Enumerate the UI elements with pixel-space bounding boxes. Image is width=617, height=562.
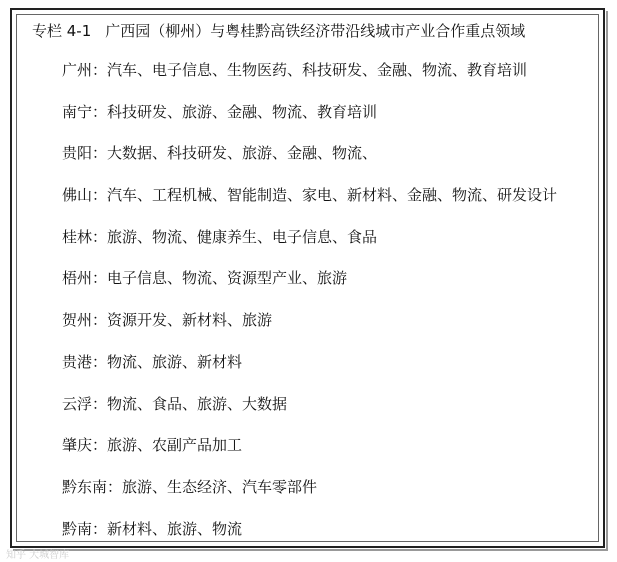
city-name: 黔东南： bbox=[62, 477, 123, 496]
city-name: 贺州： bbox=[62, 311, 108, 330]
industry-list: 新材料、旅游、物流 bbox=[107, 519, 243, 538]
list-item bbox=[62, 305, 597, 347]
city-name: 肇庆： bbox=[62, 436, 108, 455]
city-name: 桂林： bbox=[62, 227, 108, 246]
city-name: 梧州： bbox=[62, 269, 108, 288]
city-industry-list bbox=[62, 55, 597, 555]
industry-list: 汽车、电子信息、生物医药、科技研发、金融、物流、教育培训 bbox=[107, 61, 528, 79]
list-item bbox=[62, 97, 597, 139]
list-item bbox=[62, 138, 597, 180]
industry-list: 旅游、农副产品加工 bbox=[107, 436, 243, 455]
list-item bbox=[62, 347, 597, 389]
city-name: 南宁： bbox=[62, 102, 108, 121]
industry-list: 物流、旅游、新材料 bbox=[107, 352, 243, 371]
list-item bbox=[62, 389, 597, 431]
list-item bbox=[62, 55, 597, 97]
box-label: 专栏 4-1 bbox=[32, 22, 92, 40]
city-name: 佛山： bbox=[62, 186, 108, 205]
list-item bbox=[62, 514, 597, 556]
box-title bbox=[32, 21, 592, 41]
city-name: 云浮： bbox=[62, 394, 108, 413]
industry-list: 科技研发、旅游、金融、物流、教育培训 bbox=[107, 102, 378, 121]
city-name: 贵阳： bbox=[62, 144, 108, 163]
industry-list: 电子信息、物流、资源型产业、旅游 bbox=[107, 269, 348, 288]
watermark: 知乎 大城智库 bbox=[6, 550, 70, 561]
city-name: 贵港： bbox=[62, 352, 108, 371]
industry-list: 大数据、科技研发、旅游、金融、物流、 bbox=[107, 144, 378, 163]
industry-list: 资源开发、新材料、旅游 bbox=[107, 311, 273, 330]
industry-list: 汽车、工程机械、智能制造、家电、新材料、金融、物流、研发设计 bbox=[107, 186, 558, 205]
list-item bbox=[62, 222, 597, 264]
list-item bbox=[62, 430, 597, 472]
industry-list: 旅游、物流、健康养生、电子信息、食品 bbox=[107, 227, 378, 246]
industry-list: 旅游、生态经济、汽车零部件 bbox=[122, 477, 318, 496]
box-heading: 广西园（柳州）与粤桂黔高铁经济带沿线城市产业合作重点领域 bbox=[105, 22, 526, 40]
list-item bbox=[62, 263, 597, 305]
list-item bbox=[62, 180, 597, 222]
city-name: 广州： bbox=[62, 61, 108, 79]
industry-list: 物流、食品、旅游、大数据 bbox=[107, 394, 288, 413]
list-item bbox=[62, 472, 597, 514]
city-name: 黔南： bbox=[62, 519, 108, 538]
